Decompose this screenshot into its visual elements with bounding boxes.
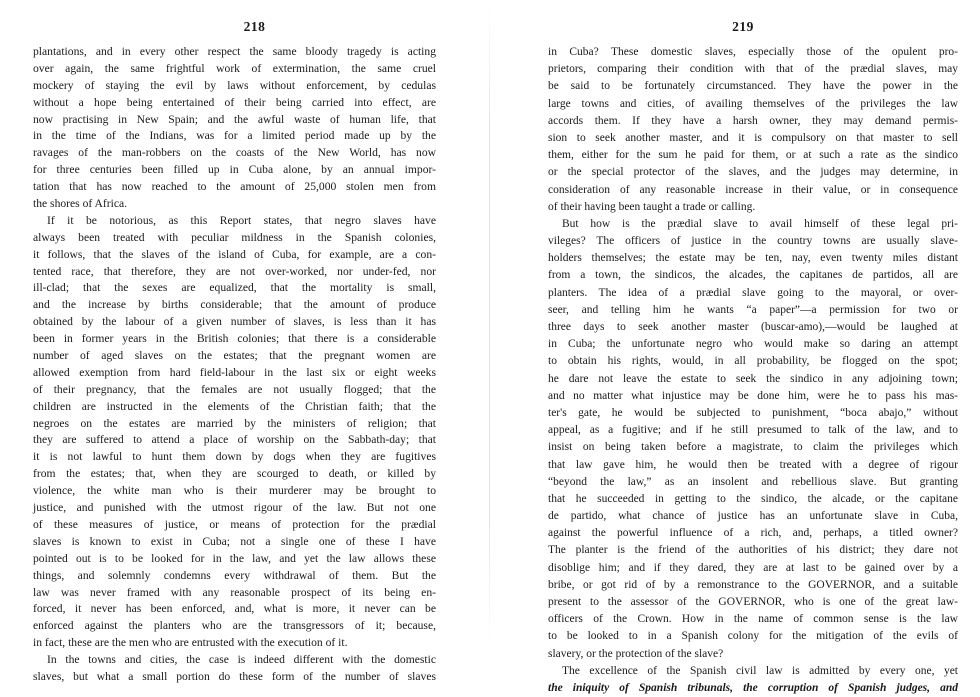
text-line: against the powerful influence of a rich, and, perhaps, a titled owner? bbox=[548, 527, 958, 540]
text-line: slaves, but what a small portion do these form of the number of slaves bbox=[33, 669, 436, 683]
text-line: children are instructed in the elements of the Christian faith; that the bbox=[33, 399, 436, 413]
text-line: planters. The idea of a prædial slave going to the mayoral, or over- bbox=[548, 286, 958, 299]
text-line: for three centuries been filled up in Cuba alone, by an annual impor- bbox=[33, 163, 436, 177]
text-line: number of aged slaves on the estates; that the pregnant women are bbox=[33, 349, 436, 363]
text-line: vileges? The officers of justice in the country towns are usually slave- bbox=[548, 235, 958, 248]
text-line: always been treated with peculiar mildness in the Spanish colonies, bbox=[33, 230, 436, 244]
text-line: or the special protector of the slaves, and the judges may determine, in bbox=[548, 166, 958, 179]
text-line: from a town, the sindicos, the alcades, the capitanes de partidos, all are bbox=[548, 269, 958, 282]
text-line: the shores of Africa. bbox=[33, 197, 128, 211]
right-page bbox=[490, 0, 980, 694]
left-page bbox=[0, 0, 490, 683]
text-line: appeal, as a fugitive; and if he still presumed to talk of the law, and to bbox=[548, 424, 958, 437]
text-line: the iniquity of Spanish tribunals, the corruption of Spanish judges, and bbox=[548, 681, 958, 694]
text-line: of their pregnancy, that the females are not usually flogged; that the bbox=[33, 382, 436, 396]
text-line: obtained by the labour of a given number of slaves, is less than it has bbox=[33, 315, 436, 329]
text-line: in Cuba? These domestic slaves, especially those of the opulent pro- bbox=[548, 46, 958, 58]
text-line: seer, and telling him he wants “a paper”—a permission for two or bbox=[548, 303, 958, 316]
text-line: enforced against the planters who are the transgressors of it; because, bbox=[33, 619, 436, 633]
text-line: holders themselves; the estate may be ten, nay, even twenty miles distant bbox=[548, 252, 958, 265]
text-line: and no matter what injustice may be done him, were he to pass his mas- bbox=[548, 389, 958, 402]
text-line: accords them. If they have a harsh owner, they may demand permis- bbox=[548, 114, 958, 127]
text-line: negroes on the estates are married by the ministers of religion; that bbox=[33, 416, 436, 430]
text-line: of these measures of justice, or means of protection for the prædial bbox=[33, 517, 436, 531]
text-line: large towns and cities, of availing themselves of the privileges the law bbox=[548, 97, 958, 110]
text-line: in the time of the Indians, was for a limited period made up by the bbox=[33, 129, 436, 143]
text-line: present to the assessor of the GOVERNOR, who is one of the great law- bbox=[548, 596, 958, 608]
text-line: officers of the Crown. How in the name of common sense is the law bbox=[548, 613, 958, 626]
text-line: pointed out is to be looked for in the law, and yet the law allows these bbox=[33, 551, 436, 565]
text-line: sion to seek another master, and it is compulsory on that master to sell bbox=[548, 131, 958, 144]
text-line: If it be notorious, as this Report states, that negro slaves have bbox=[47, 213, 436, 227]
text-line: been in former years in the British colonies; that there is a considerable bbox=[33, 332, 436, 346]
text-line: ravages of the man-robbers on the coasts of the New World, has now bbox=[33, 146, 436, 160]
text-line: tented race, that therefore, they are not over-worked, nor under-fed, nor bbox=[33, 264, 436, 278]
page-number: 219 bbox=[732, 19, 754, 34]
text-line: slaves is known to exist in Cuba; not a single one of these I have bbox=[33, 534, 436, 548]
page-number: 218 bbox=[243, 19, 266, 34]
text-line: from the estates; that, when they are scourged to death, or killed by bbox=[33, 467, 436, 481]
text-line: and the increase by births considerable; that the amount of produce bbox=[33, 298, 436, 312]
text-line: plantations, and in every other respect the same bloody tragedy is acting bbox=[33, 45, 436, 58]
text-line: consideration of any reasonable increase in their value, or in consequence bbox=[548, 183, 958, 196]
text-line: forced, it never has been enforced, and, what is more, it never can be bbox=[33, 602, 436, 616]
text-line: But how is the prædial slave to avail himself of these legal pri- bbox=[562, 217, 958, 230]
text-line: of their having been taught a trade or calling. bbox=[548, 200, 756, 213]
text-line: de partido, what chance of justice has an unfortunate slave in Cuba, bbox=[548, 510, 958, 523]
text-line: it follows, that the slaves of the island of Cuba, for example, are a con- bbox=[33, 247, 436, 261]
text-line: to obtain his rights, would, in all probability, be flogged on the spot; bbox=[548, 355, 958, 368]
text-line: insist on being taken before a magistrate, to claim the privileges which bbox=[548, 441, 958, 454]
text-line: ill-clad; that the sexes are equalized, that the mortality is small, bbox=[33, 281, 436, 295]
text-line: allowed exemption from hard field-labour in the last six or eight weeks bbox=[33, 365, 436, 379]
text-line: they are suffered to attend a place of worship on the Sabbath-day; that bbox=[33, 433, 436, 447]
text-line: disoblige him; and if they dared, they are at last to be gained over by a bbox=[548, 561, 958, 574]
text-line: three days to seek another master (buscar-amo),—would be laughed at bbox=[548, 321, 958, 333]
text-line: “beyond the law,” as an insolent and rebellious slave. But granting bbox=[548, 475, 958, 488]
text-line: bribe, or got rid of by a remonstrance to the GOVERNOR, and a suitable bbox=[548, 578, 958, 591]
text-line: it is not lawful to hunt them down by dogs when they are fugitives bbox=[33, 450, 436, 464]
text-line: ter's gate, he would be subjected to punishment, “boca abajo,” without bbox=[548, 406, 958, 419]
text-line: in Cuba; the unfortunate negro who would make so daring an attempt bbox=[548, 338, 958, 351]
page-text bbox=[548, 44, 958, 697]
text-line: mockery of staying the evil by laws without enforcement, by cedulas bbox=[33, 78, 436, 92]
text-line: in fact, these are the men who are entrusted with the execution of it. bbox=[33, 636, 348, 650]
text-line: over again, the same frightful work of extermination, the same cruel bbox=[33, 61, 436, 75]
text-line: The planter is the friend of the authorities of his district; they dare not bbox=[548, 544, 958, 557]
text-line: slavery, or the protection of the slave? bbox=[548, 647, 724, 660]
text-line: violence, the white man who is their murderer may be brought to bbox=[33, 484, 436, 498]
text-line: now practising in New Spain; and the awful waste of human life, that bbox=[33, 112, 436, 126]
text-line: In the towns and cities, the case is indeed different with the domestic bbox=[47, 653, 436, 667]
text-line: things, and solemnly condemns every withdrawal of them. But the bbox=[33, 568, 436, 582]
text-line: to be looked to in a Spanish colony for the mitigation of the evils of bbox=[548, 630, 958, 643]
text-line: them, either for the sum he paid for them, or at such a rate as the sindico bbox=[548, 149, 958, 162]
text-line: The excellence of the Spanish civil law is admitted by every one, yet bbox=[562, 664, 958, 677]
text-line: be said to be fortunately circumstanced. They have the power in the bbox=[548, 80, 958, 93]
page-text bbox=[33, 44, 436, 686]
text-line: he dare not leave the estate to seek the sindico in any adjoining town; bbox=[548, 372, 958, 385]
text-line: that law gave him, he would then be treated with a degree of rigour bbox=[548, 458, 958, 471]
text-line: law was never framed with any reasonable prospect of its being en- bbox=[33, 585, 436, 599]
text-line: that he succeeded in getting to the sindico, the alcade, or the capitane bbox=[548, 492, 958, 505]
text-line: tation that has now reached to the amount of 25,000 stolen men from bbox=[33, 180, 436, 194]
text-line: without a hope being entertained of their being carried into effect, are bbox=[33, 95, 436, 109]
text-line: prietors, comparing their condition with that of the prædial slaves, may bbox=[548, 63, 958, 76]
text-line: justice, and punished with the utmost rigour of the law. But not one bbox=[33, 501, 436, 515]
